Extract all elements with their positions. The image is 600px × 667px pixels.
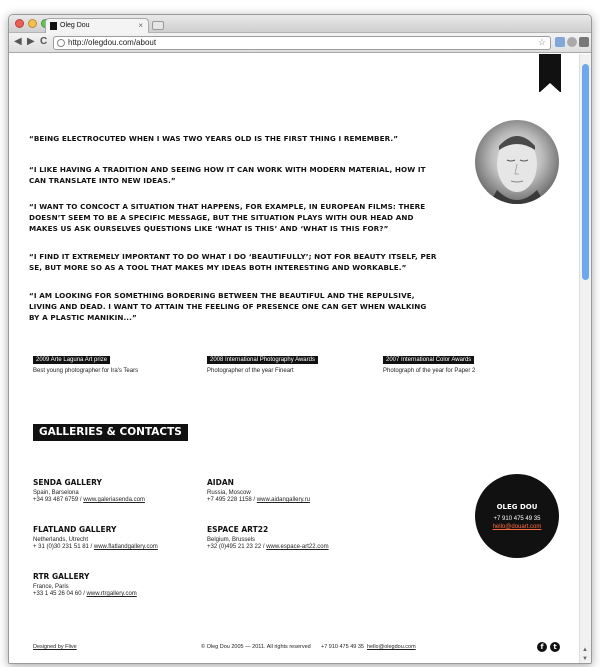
gallery-contact <box>207 497 310 503</box>
gallery-site-link[interactable]: www.galeriasenda.com <box>83 497 145 503</box>
footer-phone: +7 910 475 49 35 <box>321 644 364 650</box>
browser-window <box>8 14 592 664</box>
award-tag-2: 2008 International Photography Awards <box>207 356 318 364</box>
contact-badge <box>475 474 559 558</box>
copyright-text: © Oleg Dou 2005 — 2011. All rights reserved <box>201 644 311 650</box>
gallery-name: FLATLAND GALLERY <box>33 525 117 534</box>
back-arrow-icon[interactable]: ◀ <box>14 36 22 47</box>
new-tab-button[interactable] <box>152 21 164 30</box>
gallery-location: Belgium, Brussels <box>207 537 256 543</box>
facebook-icon[interactable]: f <box>537 642 547 652</box>
url-text: http://olegdou.com/about <box>68 38 157 47</box>
scroll-up-icon[interactable]: ▲ <box>582 647 588 653</box>
quote-2: “I LIKE HAVING A TRADITION AND SEEING HOW IT CAN WORK WITH MODERN MATERIAL, HOW IT CAN TRANSLATE INTO NEW IDEAS.” <box>29 165 426 185</box>
designed-by-link[interactable]: Designed by Flive <box>33 644 77 650</box>
face-illustration-icon <box>475 120 559 204</box>
gallery-contact <box>33 591 137 597</box>
award-desc-1: Best young photographer for Ira's Tears <box>33 368 139 374</box>
gallery-contact <box>207 544 329 550</box>
gallery-phone: +33 1 45 26 04 60 / <box>33 591 87 597</box>
tab-title: Oleg Dou <box>60 22 90 29</box>
vertical-scrollbar[interactable] <box>579 54 591 664</box>
gallery-location: Russia, Moscow <box>207 490 251 496</box>
gallery-name: AIDAN <box>207 478 234 487</box>
title-bar <box>9 15 591 33</box>
gallery-location: Spain, Barselona <box>33 490 79 496</box>
contact-phone: +7 910 475 49 35 <box>493 516 541 522</box>
browser-tab[interactable] <box>45 18 149 33</box>
quote-1: “BEING ELECTROCUTED WHEN I WAS TWO YEARS OLD IS THE FIRST THING I REMEMBER.” <box>29 134 399 143</box>
quote-3: “I WANT TO CONCOCT A SITUATION THAT HAPPENS, FOR EXAMPLE, IN EUROPEAN FILMS: THERE DOESN’T SEEM TO BE A SPECIFIC MESSAGE, BUT THE SITUATION PLAYS WITH OUR HEAD AND MAKES US ASK OURSELVES QUESTIONS LIKE ‘WHAT IS THIS’ AND ‘WHAT IS THIS FOR?” <box>29 202 426 233</box>
gallery-site-link[interactable]: www.flatlandgallery.com <box>93 544 158 550</box>
scrollbar-thumb[interactable] <box>582 64 589 280</box>
quote-5: “I AM LOOKING FOR SOMETHING BORDERING BETWEEN THE BEAUTIFUL AND THE REPULSIVE, LIVING AND DEAD. I WANT TO ATTAIN THE FEELING OF PRESENCE ONE CAN GET WHEN WALKING BY A PLASTIC MANIKIN...” <box>29 291 427 322</box>
gallery-phone: +32 (0)495 21 23 22 / <box>207 544 267 550</box>
reload-icon[interactable]: C <box>40 36 48 47</box>
globe-icon <box>57 39 65 47</box>
bookmark-ribbon-icon[interactable] <box>539 54 561 92</box>
gallery-name: ESPACE ART22 <box>207 525 269 534</box>
forward-arrow-icon[interactable]: ▶ <box>27 36 35 47</box>
gallery-name: SENDA GALLERY <box>33 478 102 487</box>
gallery-contact <box>33 544 158 550</box>
page-content <box>9 54 581 664</box>
minimize-window-button[interactable] <box>28 19 37 28</box>
section-title: GALLERIES & CONTACTS <box>33 424 188 441</box>
bookmark-star-icon[interactable]: ☆ <box>537 37 546 47</box>
award-tag-1: 2009 Arte Laguna Art prize <box>33 356 110 364</box>
award-desc-2: Photographer of the year Fineart <box>207 368 294 374</box>
extension-icon[interactable] <box>555 37 565 47</box>
contact-name: OLEG DOU <box>496 503 538 511</box>
gallery-site-link[interactable]: www.espace-art22.com <box>266 544 329 550</box>
page-menu-icon[interactable] <box>567 37 577 47</box>
gallery-contact <box>33 497 145 503</box>
browser-toolbar <box>9 33 591 53</box>
gallery-name: RTR GALLERY <box>33 572 90 581</box>
award-desc-3: Photograph of the year for Paper 2 <box>383 368 476 374</box>
scroll-down-icon[interactable]: ▼ <box>582 656 588 662</box>
quote-4: “I FIND IT EXTREMELY IMPORTANT TO DO WHAT I DO ‘BEAUTIFULLY’; NOT FOR BEAUTY ITSELF, PER SE, BUT MORE SO AS A TOOL THAT MAKES MY IDEAS BOTH INTERESTING AND WORKABLE.” <box>29 252 437 272</box>
gallery-location: Netherlands, Utrecht <box>33 537 89 543</box>
gallery-phone: + 31 (0)30 231 51 81 / <box>33 544 94 550</box>
address-bar[interactable] <box>53 36 551 50</box>
close-window-button[interactable] <box>15 19 24 28</box>
gallery-location: France, Paris <box>33 584 69 590</box>
portrait-photo <box>475 120 559 204</box>
contact-email-link[interactable]: hello@douart.com <box>492 524 542 530</box>
wrench-icon[interactable] <box>579 37 589 47</box>
award-tag-3: 2007 International Color Awards <box>383 356 474 364</box>
tab-close-icon[interactable]: × <box>138 21 143 30</box>
gallery-phone: +7 495 228 1158 / <box>207 497 257 503</box>
twitter-icon[interactable]: t <box>550 642 560 652</box>
gallery-phone: +34 93 487 6759 / <box>33 497 84 503</box>
gallery-site-link[interactable]: www.aidangallery.ru <box>256 497 311 503</box>
gallery-site-link[interactable]: www.rtrgallery.com <box>86 591 137 597</box>
bookmark-favicon-icon <box>50 22 57 30</box>
footer-email-link[interactable]: hello@olegdou.com <box>367 644 416 650</box>
